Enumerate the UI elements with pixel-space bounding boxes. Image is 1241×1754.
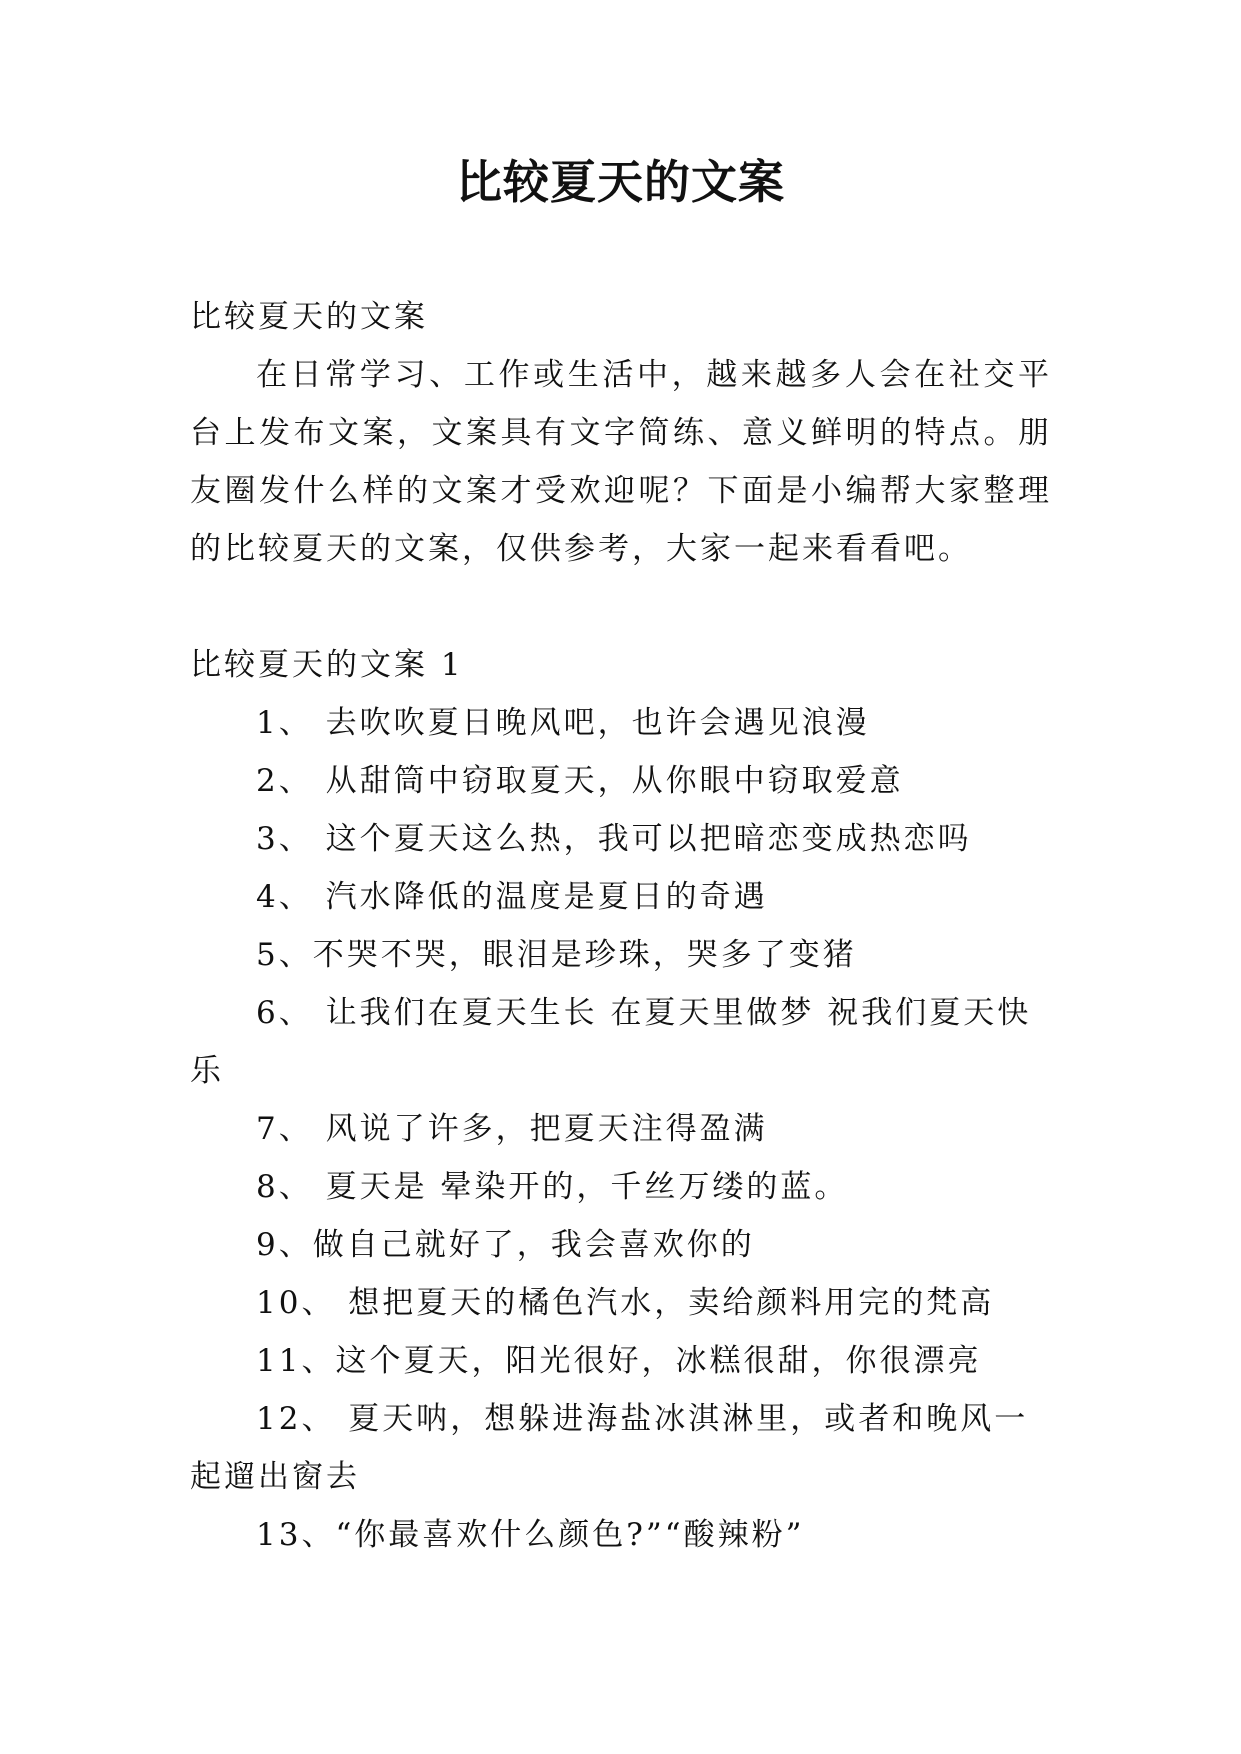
intro-paragraph: 在日常学习、工作或生活中，越来越多人会在社交平台上发布文案，文案具有文字简练、意义鲜明的特点。朋友圈发什么样的文案才受欢迎呢？下面是小编帮大家整理的比较夏天的文案，仅供参考，大家一起来看看吧。 [190,357,1052,567]
document-body [190,288,1052,1564]
list-item: 12、 夏天呐，想躲进海盐冰淇淋里，或者和晚风一起遛出窗去 [190,1401,1029,1495]
document-title: 比较夏天的文案 [456,155,785,209]
paragraph-spacer [190,578,1052,636]
list-item: 6、 让我们在夏天生长 在夏天里做梦 祝我们夏天快乐 [190,995,1032,1089]
list-item: 7、 风说了许多，把夏天注得盈满 [256,1111,768,1147]
list-item: 2、 从甜筒中窃取夏天，从你眼中窃取爱意 [256,763,904,799]
list-item: 3、 这个夏天这么热，我可以把暗恋变成热恋吗 [256,821,972,857]
document-subtitle: 比较夏天的文案 [190,299,428,335]
list-item: 4、 汽水降低的温度是夏日的奇遇 [256,879,768,915]
section-heading: 比较夏天的文案 1 [190,647,464,683]
list-item: 10、 想把夏天的橘色汽水，卖给颜料用完的梵高 [256,1285,995,1321]
list-item: 9、做自己就好了，我会喜欢你的 [256,1227,755,1263]
list-item: 13、“你最喜欢什么颜色?”“酸辣粉” [256,1517,805,1553]
list-item: 8、 夏天是 晕染开的，千丝万缕的蓝。 [256,1169,849,1205]
list-item: 5、不哭不哭，眼泪是珍珠，哭多了变猪 [256,937,857,973]
list-item: 1、 去吹吹夏日晚风吧，也许会遇见浪漫 [256,705,870,741]
list-item: 11、这个夏天，阳光很好，冰糕很甜，你很漂亮 [256,1343,982,1379]
